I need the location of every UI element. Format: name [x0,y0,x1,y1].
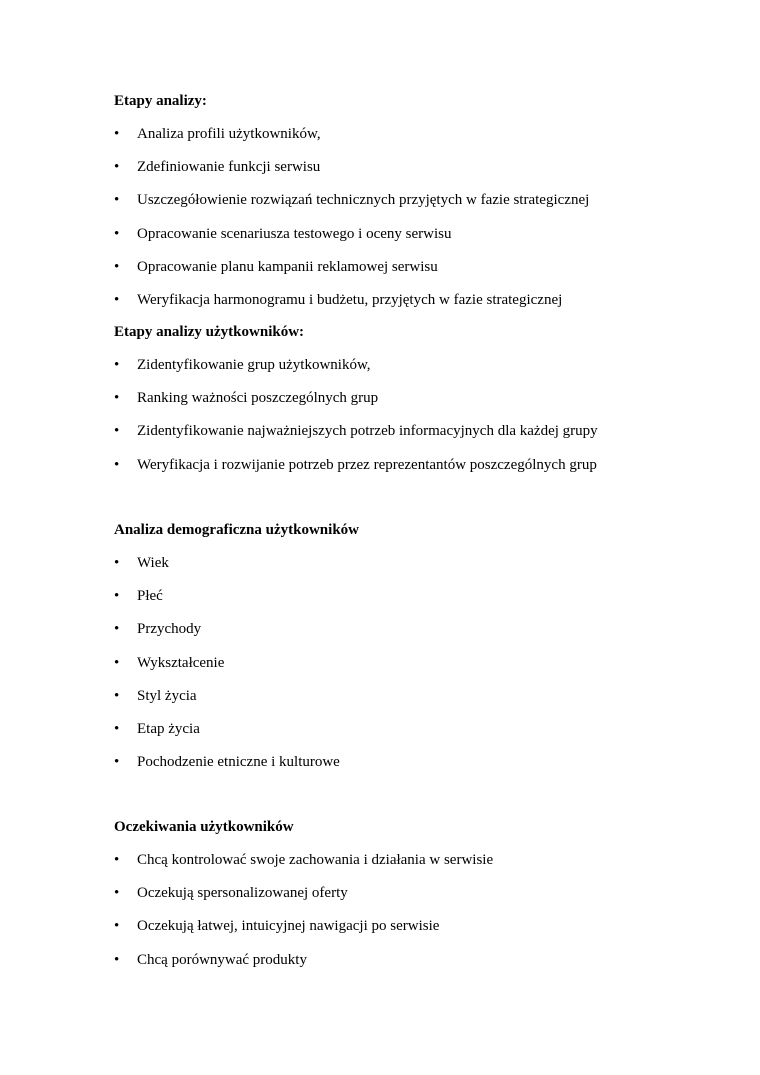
list-item [114,586,674,619]
bullet-icon: • [114,885,120,902]
bullet-icon: • [114,720,120,737]
bullet-list [114,850,674,983]
list-item-text: Weryfikacja i rozwijanie potrzeb przez reprezentantów poszczególnych grup [137,456,597,473]
list-item-text: Opracowanie planu kampanii reklamowej serwisu [137,258,438,275]
list-item-text: Chcą porównywać produkty [137,951,307,968]
list-item-text: Chcą kontrolować swoje zachowania i działania w serwisie [137,852,494,868]
list-item [114,157,674,190]
list-item [114,421,674,454]
bullet-icon: • [114,588,120,605]
list-item-text: Styl życia [137,687,197,704]
bullet-icon: • [114,456,120,473]
list-item [114,719,674,752]
list-item-text: Analiza profili użytkowników, [137,126,321,142]
bullet-icon: • [114,754,120,771]
list-item-text: Zidentyfikowanie najważniejszych potrzeb informacyjnych dla każdej grupy [137,423,598,440]
bullet-icon: • [114,621,120,638]
section-heading: Oczekiwania użytkowników [114,819,294,835]
section-heading: Analiza demograficzna użytkowników [114,522,359,538]
bullet-icon: • [114,555,120,571]
list-item [114,190,674,223]
section-oczekiwania-uzytkownikow [114,817,674,983]
bullet-list [114,124,674,323]
list-item-text: Zdefiniowanie funkcji serwisu [137,159,321,176]
list-item [114,950,674,983]
bullet-icon: • [114,291,120,308]
bullet-icon: • [114,390,120,407]
section-etapy-analizy [114,91,674,323]
bullet-list [114,355,674,488]
list-item-text: Przychody [137,621,202,638]
list-item-text: Oczekują łatwej, intuicyjnej nawigacji po serwisie [137,918,440,935]
list-item-text: Uszczegółowienie rozwiązań technicznych przyjętych w fazie strategicznej [137,192,590,209]
list-item [114,124,674,157]
list-item [114,257,674,290]
bullet-icon: • [114,159,120,176]
list-item [114,290,674,323]
list-item [114,553,674,586]
bullet-icon: • [114,951,120,968]
bullet-icon: • [114,225,120,242]
bullet-icon: • [114,192,120,209]
section-heading: Etapy analizy: [114,93,207,109]
list-item [114,224,674,257]
list-item-text: Wiek [137,555,169,571]
bullet-list [114,553,674,785]
list-item [114,752,674,785]
list-item-text: Zidentyfikowanie grup użytkowników, [137,357,371,373]
list-item [114,455,674,488]
list-item [114,850,674,883]
section-analiza-demograficzna [114,520,674,785]
list-item-text: Wykształcenie [137,654,225,671]
list-item [114,619,674,652]
section-heading: Etapy analizy użytkowników: [114,324,305,340]
list-item [114,883,674,916]
bullet-icon: • [114,423,120,440]
list-item-text: Ranking ważności poszczególnych grup [137,390,379,407]
bullet-icon: • [114,357,120,373]
list-item-text: Weryfikacja harmonogramu i budżetu, przyjętych w fazie strategicznej [137,291,563,308]
list-item-text: Opracowanie scenariusza testowego i oceny serwisu [137,225,452,242]
bullet-icon: • [114,258,120,275]
list-item-text: Płeć [137,588,163,605]
section-etapy-analizy-uzytkownikow [114,322,674,488]
list-item [114,388,674,421]
list-item [114,916,674,949]
bullet-icon: • [114,852,120,868]
bullet-icon: • [114,654,120,671]
bullet-icon: • [114,687,120,704]
list-item [114,355,674,388]
list-item-text: Oczekują spersonalizowanej oferty [137,885,348,902]
list-item [114,686,674,719]
bullet-icon: • [114,126,120,142]
list-item-text: Pochodzenie etniczne i kulturowe [137,754,340,771]
list-item-text: Etap życia [137,720,200,737]
list-item [114,653,674,686]
bullet-icon: • [114,918,120,935]
